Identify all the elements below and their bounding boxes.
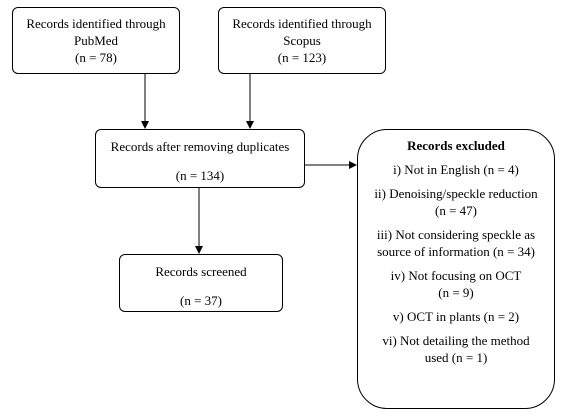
- pubmed-count: (n = 78): [75, 50, 117, 65]
- exclusion-item-line: v) OCT in plants (n = 2): [392, 309, 520, 324]
- exclusion-item-line: ii) Denoising/speckle reduction: [374, 186, 538, 201]
- exclusion-item: [358, 161, 554, 178]
- exclusion-item-line: source of information (n = 34): [377, 244, 535, 259]
- excluded-title: Records excluded: [407, 138, 505, 153]
- dedup-count: (n = 134): [175, 168, 225, 183]
- pubmed-line-1: Records identified through: [26, 16, 166, 31]
- scopus-count: (n = 123): [277, 50, 327, 65]
- scopus-records-box: [218, 7, 386, 74]
- pubmed-records-box: [12, 7, 180, 74]
- exclusion-item-line: iii) Not considering speckle as: [376, 227, 536, 242]
- exclusion-item: [358, 226, 554, 260]
- exclusion-item-line: vi) Not detailing the method: [382, 333, 530, 348]
- pubmed-line-2: PubMed: [73, 33, 119, 48]
- screened-label: Records screened: [155, 264, 247, 279]
- deduplicated-records-box: [95, 129, 305, 188]
- scopus-line-1: Records identified through: [232, 16, 372, 31]
- screened-records-box: [119, 254, 283, 312]
- exclusion-item: [358, 267, 554, 301]
- screened-count: (n = 37): [180, 293, 222, 308]
- exclusion-item-line: used (n = 1): [424, 350, 488, 365]
- scopus-line-2: Scopus: [283, 33, 321, 48]
- exclusion-item: [358, 332, 554, 366]
- exclusion-item: [358, 185, 554, 219]
- exclusion-item-line: (n = 9): [438, 285, 474, 300]
- exclusion-item: [358, 308, 554, 325]
- exclusion-item-line: (n = 47): [435, 203, 477, 218]
- dedup-label: Records after removing duplicates: [110, 139, 290, 154]
- exclusion-item-line: iv) Not focusing on OCT: [390, 268, 522, 283]
- exclusion-item-line: i) Not in English (n = 4): [393, 162, 519, 177]
- excluded-records-box: [357, 129, 555, 409]
